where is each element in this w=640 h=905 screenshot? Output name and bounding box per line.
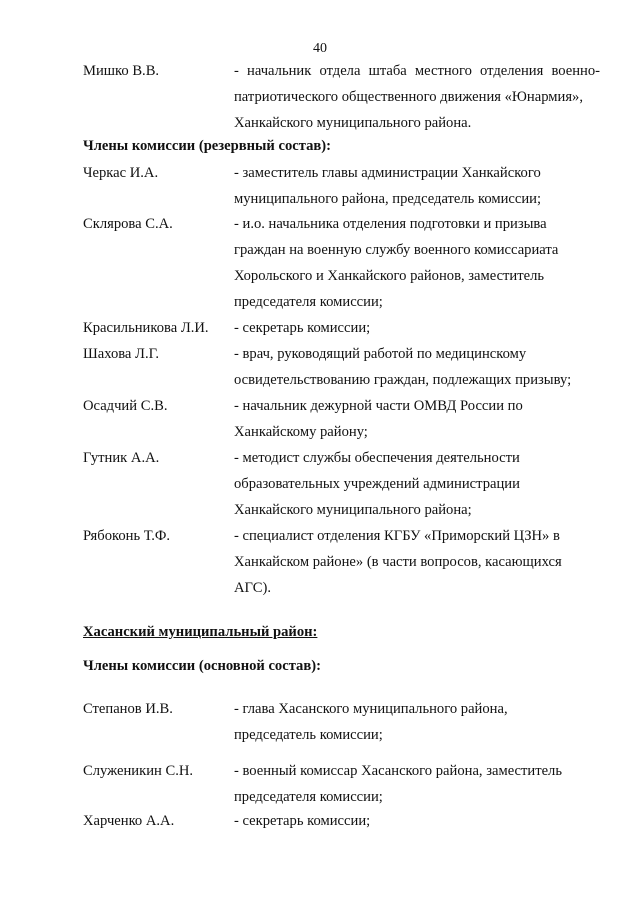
role-line: - начальник дежурной части ОМВД России по xyxy=(234,398,523,414)
role-line: муниципального района, председатель комиссии; xyxy=(234,191,542,207)
role-line: - и.о. начальника отделения подготовки и призыва xyxy=(234,216,547,232)
role-line: Ханкайскому району; xyxy=(234,424,368,440)
role-line: - военный комиссар Хасанского района, заместитель xyxy=(234,763,562,779)
page-number: 40 xyxy=(313,41,327,56)
role-line: - врач, руководящий работой по медицинскому xyxy=(234,346,527,362)
role-line: - начальник отдела штаба местного отделения военно- xyxy=(234,63,600,79)
role-line: - методист службы обеспечения деятельности xyxy=(234,450,520,466)
role-line: образовательных учреждений администрации xyxy=(234,476,520,492)
member-role xyxy=(234,523,600,601)
member-name: Мишко В.В. xyxy=(83,63,160,79)
member-name: Гутник А.А. xyxy=(83,450,160,466)
member-role xyxy=(234,315,600,341)
member-name: Степанов И.В. xyxy=(83,701,173,717)
member-role xyxy=(234,160,600,212)
role-line: АГС). xyxy=(234,580,272,596)
role-line: освидетельствованию граждан, подлежащих призыву; xyxy=(234,372,572,388)
member-role xyxy=(234,211,600,315)
role-line: Ханкайского муниципального района. xyxy=(234,115,472,131)
member-name: Черкас И.А. xyxy=(83,165,159,181)
member-role xyxy=(234,393,600,445)
district-heading: Хасанский муниципальный район: xyxy=(83,624,318,640)
role-line: - заместитель главы администрации Ханкайского xyxy=(234,165,541,181)
member-role xyxy=(234,341,600,393)
role-line: председатель комиссии; xyxy=(234,727,383,743)
member-name: Осадчий С.В. xyxy=(83,398,168,414)
role-line: - глава Хасанского муниципального района, xyxy=(234,701,508,717)
role-line: - секретарь комиссии; xyxy=(234,813,371,829)
role-line: Ханкайском районе» (в части вопросов, касающихся xyxy=(234,554,562,570)
role-line: председателя комиссии; xyxy=(234,294,383,310)
role-line: председателя комиссии; xyxy=(234,789,383,805)
member-name: Служеникин С.Н. xyxy=(83,763,194,779)
member-name: Шахова Л.Г. xyxy=(83,346,160,362)
member-name: Красильникова Л.И. xyxy=(83,320,209,336)
role-line: Ханкайского муниципального района; xyxy=(234,502,472,518)
role-line: - секретарь комиссии; xyxy=(234,320,371,336)
member-role xyxy=(234,696,600,748)
member-name: Рябоконь Т.Ф. xyxy=(83,528,171,544)
role-line: патриотического общественного движения «Юнармия», xyxy=(234,89,583,105)
role-line: - специалист отделения КГБУ «Приморский ЦЗН» в xyxy=(234,528,560,544)
section-heading-reserve: Члены комиссии (резервный состав): xyxy=(83,138,331,154)
section-heading-main: Члены комиссии (основной состав): xyxy=(83,658,321,674)
role-line: граждан на военную службу военного комиссариата xyxy=(234,242,559,258)
member-role xyxy=(234,445,600,523)
role-line: Хорольского и Ханкайского районов, заместитель xyxy=(234,268,545,284)
member-name: Харченко А.А. xyxy=(83,813,175,829)
member-role xyxy=(234,58,600,136)
member-role xyxy=(234,758,600,810)
member-role xyxy=(234,808,600,834)
member-name: Склярова С.А. xyxy=(83,216,173,232)
